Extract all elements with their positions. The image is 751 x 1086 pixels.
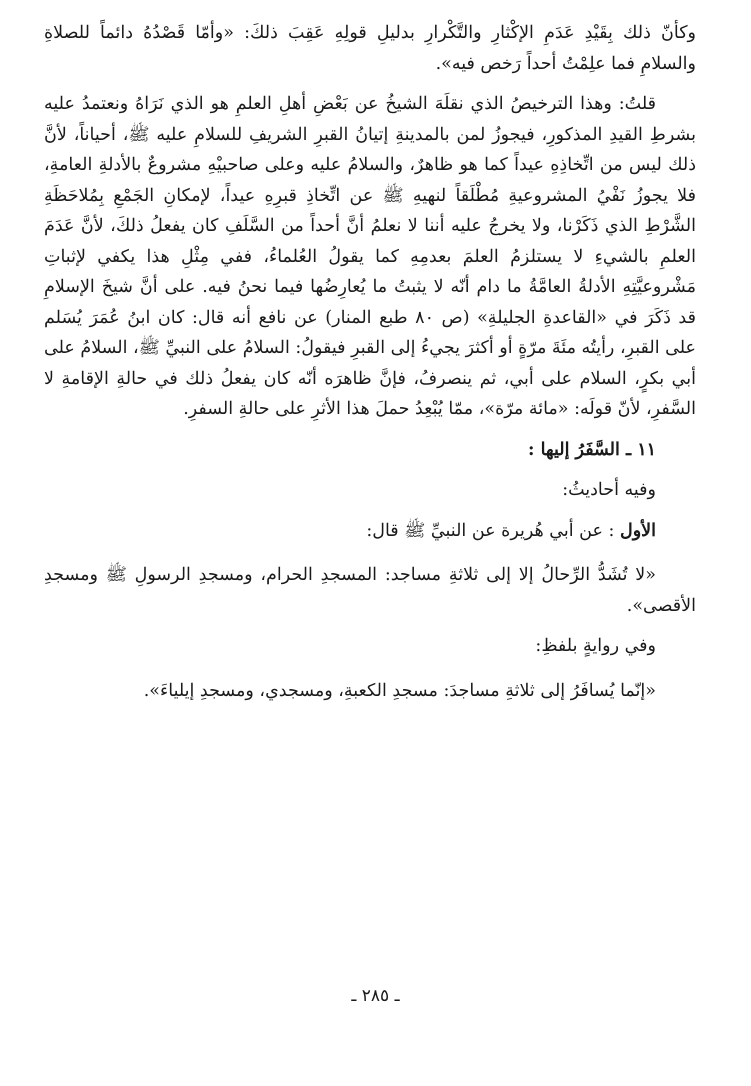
- spacer: [44, 621, 696, 631]
- first-line-rest: : عن أبي هُريرة عن النبيِّ ﷺ قال:: [366, 520, 615, 541]
- spacer: [44, 546, 696, 560]
- first-hadith-intro: [44, 516, 696, 547]
- hadith-2: «إنّما يُسافَرُ إلى ثلاثةِ مساجدَ: مسجدِ الكعبةِ، ومسجدي، ومسجدِ إيلياءَ».: [143, 680, 656, 701]
- spacer: [44, 465, 696, 475]
- paragraph-1: وكأنّ ذلك بِقَيْدِ عَدَمِ الإكْثارِ والتَّكْرارِ بدليلِ قولِهِ عَقِبَ ذلكَ: «وأمّا قَصْدُهُ دائماً للصلاةِ والسلامِ فما علِمْتُ أحداً رَخص فيه».: [44, 23, 696, 74]
- variant-line: وفي روايةٍ بلفظِ:: [535, 636, 656, 656]
- spacer: [44, 662, 696, 676]
- intro-line: وفيه أحاديثُ:: [562, 480, 656, 500]
- first-label: الأول: [619, 520, 656, 541]
- spacer: [44, 506, 696, 516]
- section-heading: ١١ ـ السَّفَرُ إليها :: [528, 439, 656, 460]
- spacer: [44, 79, 696, 89]
- page-number: ـ ٢٨٥ ـ: [351, 986, 400, 1006]
- spacer: [44, 425, 696, 435]
- paragraph-2: قلتُ: وهذا الترخيصُ الذي نقلَهَ الشيخُ عن بَعْضِ أهلِ العلمِ هو الذي نَرَاهُ ونعتمدُ عليه بشرطِ القيدِ المذكورِ، فيجوزُ لمن بالمدينةِ إتيانُ القبرِ الشريفِ للسلامِ عليه ﷺ، أحياناً، لأنَّ ذلك ليس من اتِّخاذِهِ عيداً كما هو ظاهرٌ، والسلامُ عليه وعلى صاحبيْهِ مشروعٌ بالأدلةِ العامةِ، فلا يجوزُ نَفْيُ المشروعيةِ مُطْلَقاً لنهيهِ ﷺ عن اتِّخاذِ قبرِهِ عيداً، لإمكانِ الجَمْعِ بِمُلاحَظَةِ الشَّرْطِ الذي ذَكَرْنا، ولا يخرجُ عليه أننا لا نعلمُ أنَّ أحداً من السَّلَفِ كان يفعلُ ذلكَ، لأنَّ عَدَمَ العلمِ بالشيءِ لا يستلزمُ العلمَ بعدمِهِ كما يقولُ العُلماءُ، ففي مِثْلِ هذا يكفي لإثباتِ مَشْروعيَّتِهِ الأدلةُ العامَّةُ ما دام أنّه لا يثبتُ ما يُعارِضُها فيما نحنُ فيه. على أنَّ شيخَ الإسلامِ قد ذَكَرَ في «القاعدةِ الجليلةِ» (ص ٨٠ طبع المنار) عن نافع أنه قال: كان ابنُ عُمَرَ يُسَلم على القبرِ، رأيتُه مئَةَ مرّةٍ أو أكثرَ يجيءُ إلى القبرِ فيقولُ: السلامُ على النبيِّ ﷺ، السلامُ على أبي بكرٍ، السلام على أبي، ثم ينصرفُ، فإنَّ ظاهرَه أنّه كان يفعلُ ذلك في حالةِ الإقامةِ لا السَّفرِ، لأنّ قولَه: «مائة مرّة»، ممّا يُبْعِدُ حملَ هذا الأثرِ على حالةِ السفرِ.: [44, 94, 696, 419]
- page-body: [44, 18, 696, 1058]
- hadith-1: «لا تُشَدُّ الرِّحالُ إلا إلى ثلاثةِ مساجد: المسجدِ الحرام، ومسجدِ الرسولِ ﷺ ومسجدِ الأقصى».: [44, 565, 696, 616]
